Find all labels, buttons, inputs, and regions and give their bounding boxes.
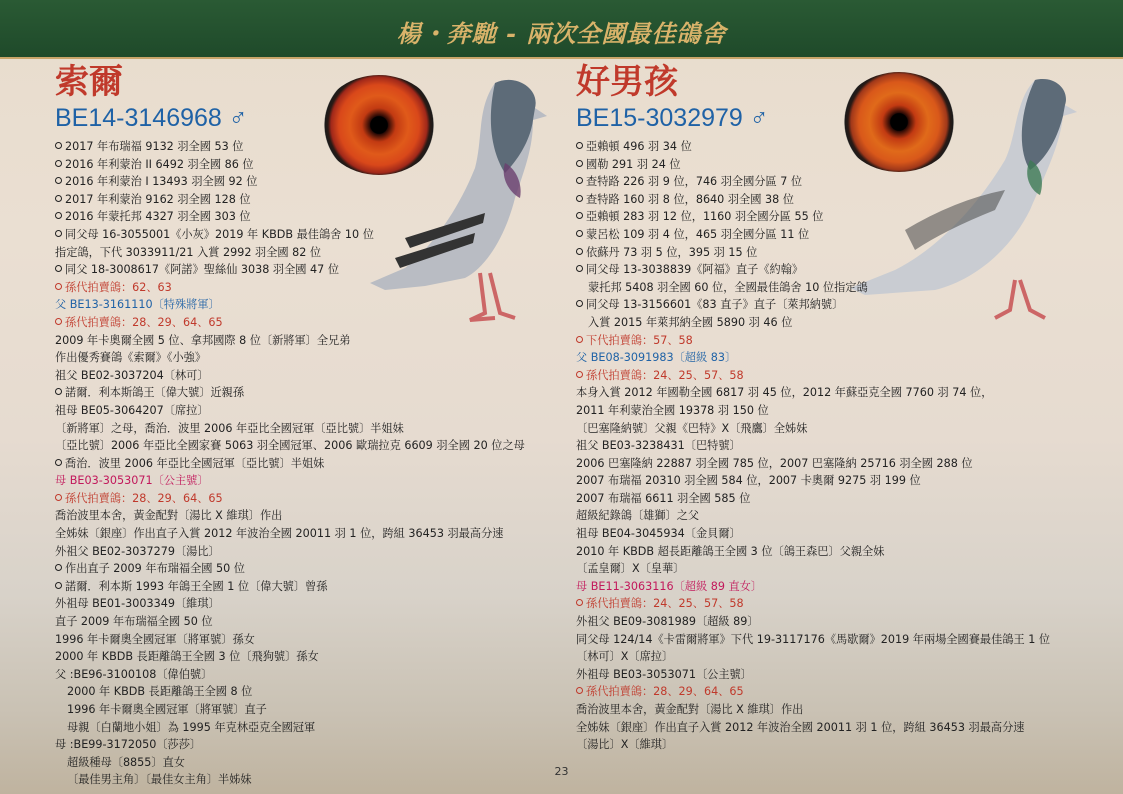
pedigree-line: 蒙呂松 109 羽 4 位，465 羽全國分區 11 位 (576, 226, 1096, 244)
pedigree-line: 外祖母 BE03-3053071〔公主號〕 (576, 667, 752, 681)
pedigree-line: 作出直子 2009 年布瑞福全國 50 位 (55, 560, 555, 578)
pedigree-line: 同父 18-3008617《阿諾》聖絲仙 3038 羽全國 47 位 (55, 261, 555, 279)
pedigree-line: 2016 年蒙托邦 4327 羽全國 303 位 (55, 208, 555, 226)
pedigree-line: 本身入賞 2012 年國勒全國 6817 羽 45 位，2012 年蘇亞克全國 7760 羽 74 位， (576, 386, 993, 400)
pedigree-line: 2000 年 KBDB 長距離鴿王全國 3 位〔飛狗號〕孫女 (55, 650, 319, 664)
pigeon-name: 好男孩 (576, 62, 678, 102)
pedigree-line: 父 BE08-3091983〔超級 83〕 (576, 351, 737, 365)
pedigree-line: 祖父 BE02-3037204〔林可〕 (55, 368, 209, 382)
pedigree-line: 母 BE11-3063116〔超級 89 直女〕 (576, 579, 763, 593)
pedigree-line: 孫代拍賣鴿：24、25、57、58 (576, 367, 1096, 385)
pedigree-line: 全姊妹〔銀座〕作出直子入賞 2012 年波治全國 20011 羽 1 位，跨組 36453 羽最高分速 (55, 527, 504, 541)
pedigree-line: 〔亞比號〕2006 年亞比全國家賽 5063 羽全國冠軍、2006 歐瑞拉克 6609 羽全國 20 位之母 (55, 439, 525, 453)
pedigree-line: 喬治波里本舍，黃金配對〔湯比 X 維琪〕作出 (55, 509, 283, 523)
pedigree-line: 祖母 BE05-3064207〔席拉〕 (55, 403, 209, 417)
pedigree-line: 查特路 160 羽 8 位，8640 羽全國 38 位 (576, 191, 1096, 209)
pedigree-line: 母親〔白蘭地小姐〕為 1995 年克林亞克全國冠軍 (67, 720, 316, 734)
pedigree-line: 入賞 2015 年萊邦納全國 5890 羽 46 位 (588, 315, 793, 329)
pedigree-line: 〔孟皇爾〕X〔皇華〕 (576, 562, 685, 576)
pedigree-line: 同父母 124/14《卡雷爾將軍》下代 19-3117176《馬歇爾》2019 年兩場全國賽最佳鴿王 1 位 (576, 632, 1051, 646)
pedigree-line: 外祖母 BE01-3003349〔維琪〕 (55, 597, 220, 611)
pedigree-line: 同父母 13-3038839《阿福》直子《約翰》 (576, 261, 1096, 279)
pedigree-line: 依蘇丹 73 羽 5 位，395 羽 15 位 (576, 244, 1096, 262)
pedigree-line: 超級紀錄鴿〔雄獅〕之父 (576, 509, 700, 523)
pedigree-line: 1996 年卡爾奧全國冠軍〔將軍號〕直子 (67, 703, 267, 716)
pedigree-line: 母 BE03-3053071〔公主號〕 (55, 474, 209, 488)
pedigree-line: 作出優秀賽鴿《索爾》《小強》 (55, 351, 207, 365)
pedigree-line: 外祖父 BE02-3037279〔湯比〕 (55, 544, 220, 558)
pedigree-line: 2010 年 KBDB 超長距離鴿王全國 3 位〔鴿王森巴〕父親全妹 (576, 544, 885, 558)
pedigree-line: 祖母 BE04-3045934〔金貝爾〕 (576, 527, 741, 541)
pedigree-line: 查特路 226 羽 9 位，746 羽全國分區 7 位 (576, 173, 1096, 191)
pedigree-line: 〔林可〕X〔席拉〕 (576, 650, 674, 664)
pedigree-line: 〔湯比〕X〔維琪〕 (576, 738, 674, 752)
pedigree-line: 超級種母〔8855〕直女 (67, 755, 185, 769)
pigeon-name: 索爾 (55, 62, 123, 102)
pedigree-line: 2007 布瑞福 6611 羽全國 585 位 (576, 491, 751, 505)
pedigree-line: 喬治波里本舍，黃金配對〔湯比 X 維琪〕作出 (576, 703, 804, 716)
pedigree-line: 2009 年卡奧爾全國 5 位、拿邦國際 8 位〔新將軍〕全兄弟 (55, 333, 351, 347)
pedigree-lines (55, 138, 555, 789)
pedigree-line: 同父母 13-3156601《83 直子》直子〔萊邦納號〕 (576, 296, 1096, 314)
pedigree-line: 諾爾．利本斯 1993 年鴿王全國 1 位〔偉大號〕曾孫 (55, 578, 555, 596)
pedigree-line: 父 :BE96-3100108〔偉伯號〕 (55, 667, 213, 681)
pedigree-line: 指定鴿，下代 3033911/21 入賞 2992 羽全國 82 位 (55, 245, 322, 259)
page-header (0, 0, 1123, 59)
pedigree-line: 直子 2009 年布瑞福全國 50 位 (55, 615, 213, 629)
pedigree-line: 孫代拍賣鴿：28、29、64、65 (55, 314, 555, 332)
pedigree-line: 〔最佳男主角〕〔最佳女主角〕半姊妹 (67, 773, 252, 787)
pedigree-line: 1996 年卡爾奧全國冠軍〔將軍號〕孫女 (55, 632, 255, 646)
pedigree-line: 母 :BE99-3172050〔莎莎〕 (55, 738, 202, 752)
pedigree-line: 〔巴塞隆納號〕父親《巴特》X〔飛鷹〕全姊妹 (576, 421, 808, 435)
pedigree-line: 國勒 291 羽 24 位 (576, 156, 1096, 174)
pedigree-line: 孫代拍賣鴿：28、29、64、65 (55, 490, 555, 508)
pedigree-line: 外祖父 BE09-3081989〔超級 89〕 (576, 615, 759, 629)
pedigree-line: 2017 年布瑞福 9132 羽全國 53 位 (55, 138, 555, 156)
pedigree-line: 同父母 16-3055001《小灰》2019 年 KBDB 最佳鴿舍 10 位 (55, 226, 555, 244)
page-number: 23 (554, 765, 569, 778)
pedigree-line: 蒙托邦 5408 羽全國 60 位，全國最佳鴿舍 10 位指定鴿 (588, 280, 868, 294)
pedigree-line: 2007 布瑞福 20310 羽全國 584 位，2007 卡奧爾 9275 羽 199 位 (576, 474, 921, 488)
ring-number: BE14-3146968 ♂ (55, 104, 248, 132)
pedigree-line: 2000 年 KBDB 長距離鴿王全國 8 位 (67, 685, 253, 699)
left-pigeon-section (55, 62, 555, 789)
pedigree-line: 2006 巴塞隆納 22887 羽全國 785 位，2007 巴塞隆納 25716 羽全國 288 位 (576, 456, 973, 470)
pedigree-line: 亞賴頓 496 羽 34 位 (576, 138, 1096, 156)
pedigree-line: 全姊妹〔銀座〕作出直子入賞 2012 年波治全國 20011 羽 1 位，跨組 36453 羽最高分速 (576, 720, 1025, 734)
pedigree-line: 2017 年利蒙治 9162 羽全國 128 位 (55, 191, 555, 209)
pedigree-line: 孫代拍賣鴿：24、25、57、58 (576, 595, 1096, 613)
pedigree-line: 父 BE13-3161110〔特殊將軍〕 (55, 298, 220, 312)
pedigree-line: 2011 年利蒙治全國 19378 羽 150 位 (576, 403, 769, 417)
pedigree-line: 〔新將軍〕之母，喬治．波里 2006 年亞比全國冠軍〔亞比號〕半姐妹 (55, 421, 404, 435)
page-title: 楊・奔馳 - 兩次全國最佳鴿舍 (396, 19, 727, 48)
pedigree-line: 孫代拍賣鴿：62、63 (55, 279, 555, 297)
pedigree-line: 下代拍賣鴿：57、58 (576, 332, 1096, 350)
ring-number: BE15-3032979 ♂ (576, 104, 769, 132)
pedigree-line: 孫代拍賣鴿：28、29、64、65 (576, 683, 1096, 701)
pedigree-line: 喬治．波里 2006 年亞比全國冠軍〔亞比號〕半姐妹 (55, 455, 555, 473)
pedigree-line: 亞賴頓 283 羽 12 位，1160 羽全國分區 55 位 (576, 208, 1096, 226)
right-pigeon-section (576, 62, 1096, 754)
pedigree-line: 祖父 BE03-3238431〔巴特號〕 (576, 439, 741, 453)
pedigree-line: 2016 年利蒙治 II 6492 羽全國 86 位 (55, 156, 555, 174)
pedigree-lines (576, 138, 1096, 754)
pedigree-line: 2016 年利蒙治 I 13493 羽全國 92 位 (55, 173, 555, 191)
pedigree-line: 諾爾．利本斯鴿王〔偉大號〕近親孫 (55, 384, 555, 402)
